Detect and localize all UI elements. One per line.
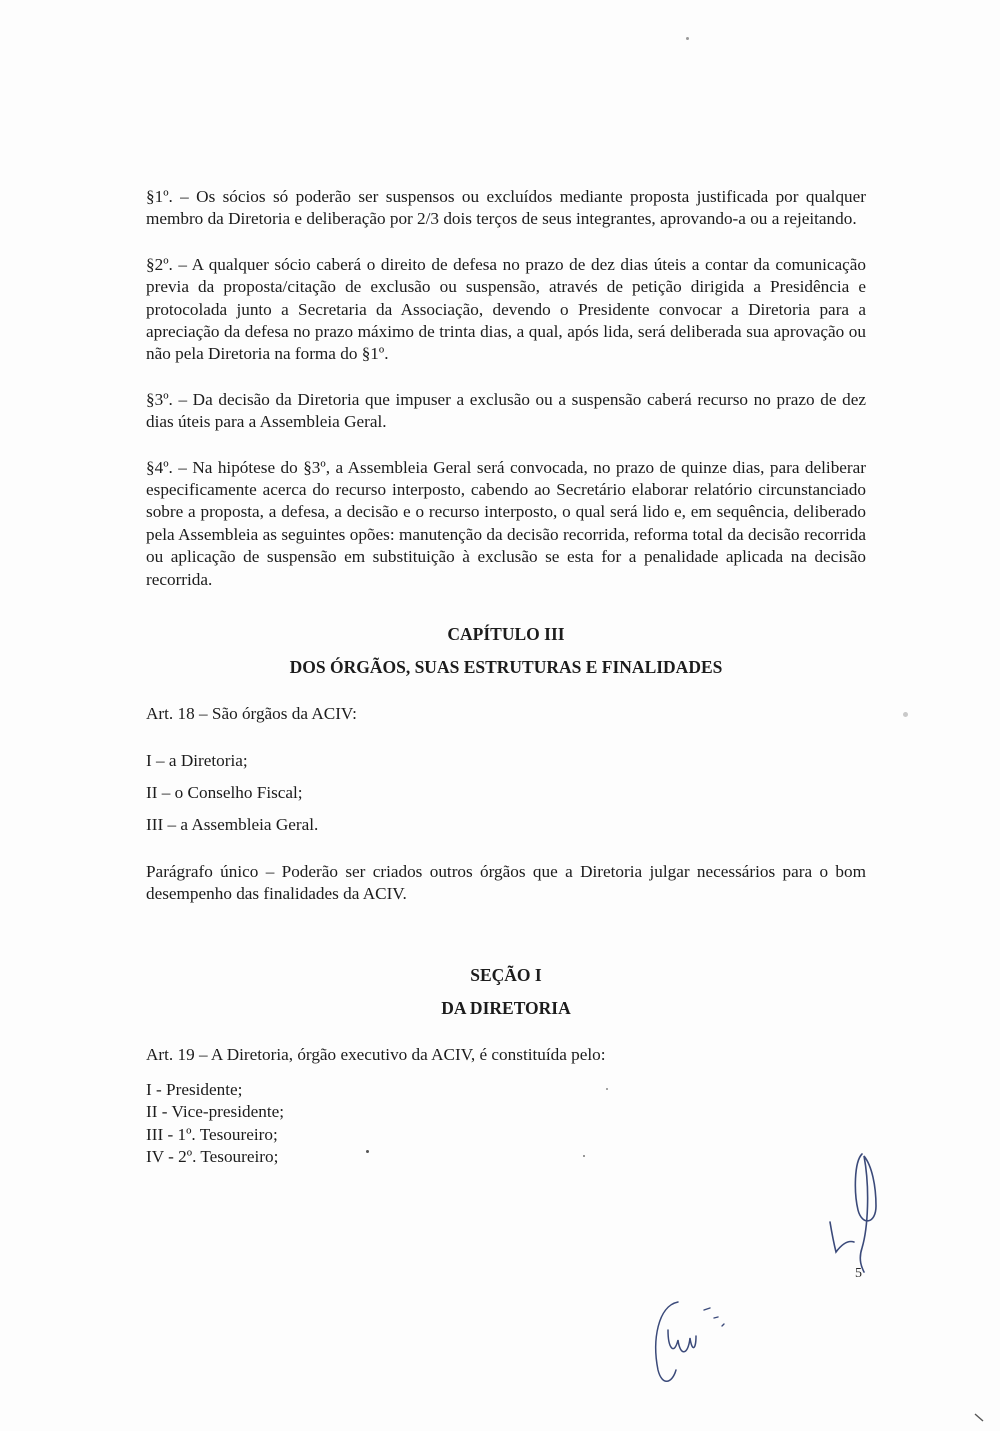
paragraph-2: §2º. – A qualquer sócio caberá o direito de defesa no prazo de dez dias úteis a contar da comunicação previa da proposta/citação de exclusão ou suspensão, através de petição dirigida a Presidência e protocolada junto a Secretaria da Associação, devendo o Presidente convocar a Diretoria para a apreciação da defesa no prazo máximo de trinta dias, a qual, após lida, será deliberada sua aprovação ou não pela Diretoria na forma do §1º.	[146, 254, 866, 364]
paragraph-1: §1º. – Os sócios só poderão ser suspensos ou excluídos mediante proposta justificada por qualquer membro da Diretoria e deliberação por 2/3 dois terços de seus integrantes, aprovando-a ou a rejeitando.	[146, 187, 866, 229]
paragraph-3: §3º. – Da decisão da Diretoria que impuser a exclusão ou a suspensão caberá recurso no prazo de dez dias úteis para a Assembleia Geral.	[146, 389, 866, 432]
art19-item-1: I - Presidente;	[146, 1079, 243, 1099]
handwritten-initials-signature	[648, 1290, 738, 1390]
paragrafo-unico: Parágrafo único – Poderão ser criados outros órgãos que a Diretoria julgar necessários para o bom desempenho das finalidades da ACIV.	[146, 861, 866, 904]
art18-item-3: III – a Assembleia Geral.	[146, 815, 319, 835]
corner-mark	[973, 1412, 989, 1424]
art19-item-2: II - Vice-presidente;	[146, 1102, 284, 1122]
page-number: 5	[855, 1266, 862, 1281]
art19-item-4: IV - 2º. Tesoureiro;	[146, 1147, 279, 1167]
chapter-title: CAPÍTULO III	[447, 624, 565, 645]
section-title: SEÇÃO I	[470, 964, 542, 985]
art19-item-3: III - 1º. Tesoureiro;	[146, 1124, 278, 1144]
article-19: Art. 19 – A Diretoria, órgão executivo da ACIV, é constituída pelo:	[146, 1044, 606, 1064]
scan-speck	[686, 37, 689, 40]
section-subtitle: DA DIRETORIA	[441, 997, 571, 1018]
paragraph-4: §4º. – Na hipótese do §3º, a Assembleia Geral será convocada, no prazo de quinze dias, para deliberar especificamente acerca do recurso interposto, cabendo ao Secretário elaborar relatório circunstanciado sobre a proposta, a defesa, a decisão e o recurso interposto, o qual será lido e, em sequência, deliberado pela Assembleia as seguintes opões: manutenção da decisão recorrida, reforma total da decisão recorrida ou aplicação de suspensão em substituição à exclusão se esta for a penalidade aplicada na decisão recorrida.	[146, 457, 866, 589]
document-body	[146, 186, 866, 1169]
scan-speck	[903, 712, 908, 717]
art18-item-2: II – o Conselho Fiscal;	[146, 782, 303, 802]
art18-item-1: I – a Diretoria;	[146, 750, 248, 770]
handwritten-rubric-signature	[818, 1148, 888, 1273]
article-18: Art. 18 – São órgãos da ACIV:	[146, 704, 357, 724]
chapter-subtitle: DOS ÓRGÃOS, SUAS ESTRUTURAS E FINALIDADES	[289, 657, 723, 678]
